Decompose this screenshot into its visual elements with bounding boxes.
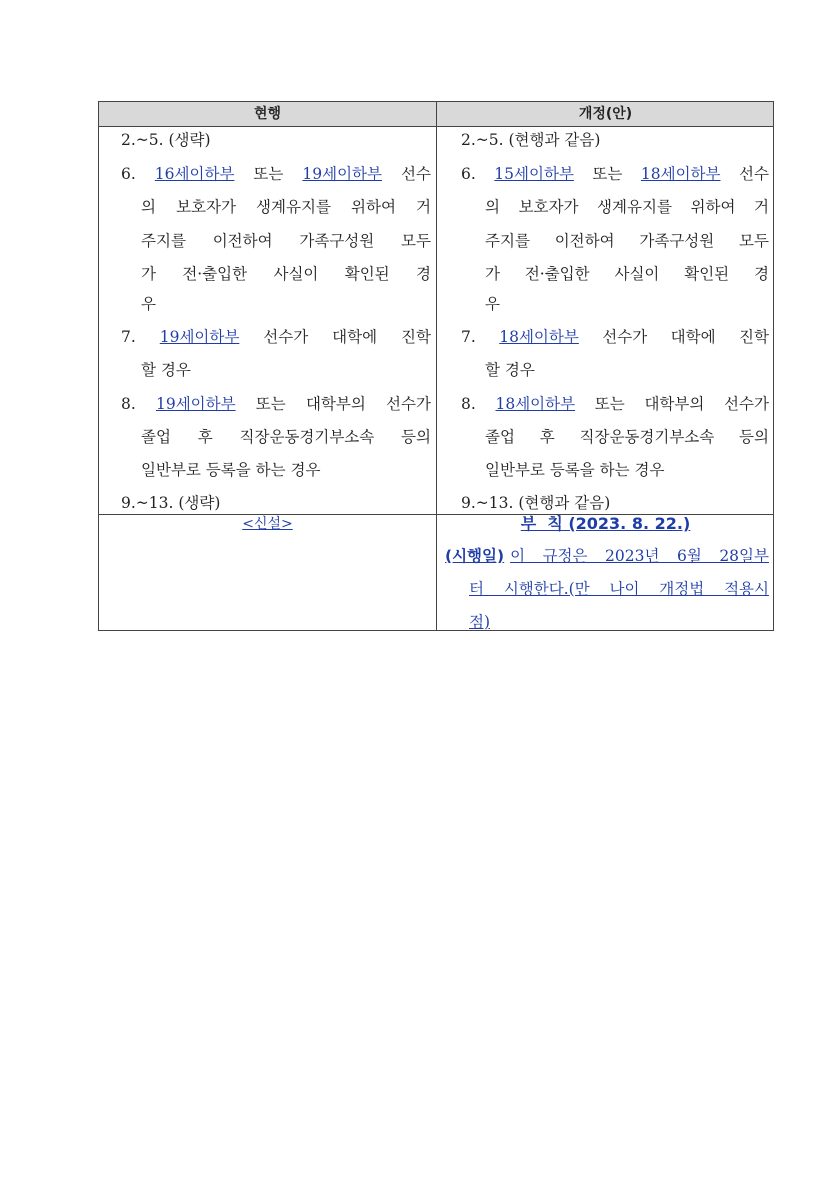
revised-item7-line1: 7. 18세이하부 선수가 대학에 진학: [461, 328, 769, 346]
addendum-line1: (시행일) 이 규정은 2023년 6월 28일부: [445, 547, 769, 565]
current-item6-line5: 우: [141, 295, 156, 313]
current-item8-line2: 졸업 후 직장운동경기부소속 등의: [141, 428, 431, 446]
header-revised: 개정(안): [578, 106, 633, 122]
current-item6-link-c: 19세이하부: [302, 165, 382, 183]
revised-item8-line3: 일반부로 등록을 하는 경우: [485, 461, 665, 479]
revised-item-2-5: 2.~5. (현행과 같음): [461, 131, 601, 149]
revised-item6-link-c: 18세이하부: [640, 165, 721, 183]
revised-item6-line4: 가 전·출입한 사실이 확인된 경: [485, 265, 769, 283]
column-divider: [436, 102, 437, 630]
addendum-line2: 터 시행한다.(만 나이 개정법 적용시: [469, 580, 769, 598]
revised-item6-link-a: 15세이하부: [494, 165, 574, 183]
addendum-title: 부 칙 (2023. 8. 22.): [520, 514, 691, 533]
current-item-2-5: 2.~5. (생략): [121, 131, 211, 149]
revised-item8-line1: 8. 18세이하부 또는 대학부의 선수가: [461, 395, 769, 413]
current-item7-link: 19세이하부: [159, 328, 240, 346]
addendum-label: (시행일): [445, 547, 505, 565]
comparison-table: [98, 101, 774, 631]
current-item7-line1: 7. 19세이하부 선수가 대학에 진학: [121, 328, 431, 346]
revised-item6-line2: 의 보호자가 생계유지를 위하여 거: [485, 198, 769, 216]
current-item8-line1: 8. 19세이하부 또는 대학부의 선수가: [121, 395, 431, 413]
revised-item8-link: 18세이하부: [495, 395, 576, 413]
current-item6-line1: 6. 16세이하부 또는 19세이하부 선수: [121, 165, 431, 183]
revised-item-9-13: 9.~13. (현행과 같음): [461, 494, 611, 512]
current-item6-line4: 가 전·출입한 사실이 확인된 경: [141, 265, 431, 283]
current-item8-link: 19세이하부: [155, 395, 236, 413]
addendum-line3: 점): [469, 613, 491, 631]
revised-item7-link: 18세이하부: [499, 328, 579, 346]
current-item6-link-a: 16세이하부: [154, 165, 235, 183]
current-item7-line2: 할 경우: [141, 361, 191, 379]
header-current: 현행: [253, 106, 282, 122]
revised-item6-line5: 우: [485, 295, 500, 313]
current-item8-line3: 일반부로 등록을 하는 경우: [141, 461, 321, 479]
revised-item7-line2: 할 경우: [485, 361, 535, 379]
current-item6-line2: 의 보호자가 생계유지를 위하여 거: [141, 198, 431, 216]
revised-item6-line3: 주지를 이전하여 가족구성원 모두: [485, 232, 769, 250]
current-new-section: <신설>: [242, 516, 293, 532]
current-item-9-13: 9.~13. (생략): [121, 494, 221, 512]
revised-item8-line2: 졸업 후 직장운동경기부소속 등의: [485, 428, 769, 446]
revised-item6-line1: 6. 15세이하부 또는 18세이하부 선수: [461, 165, 769, 183]
current-item6-line3: 주지를 이전하여 가족구성원 모두: [141, 232, 431, 250]
